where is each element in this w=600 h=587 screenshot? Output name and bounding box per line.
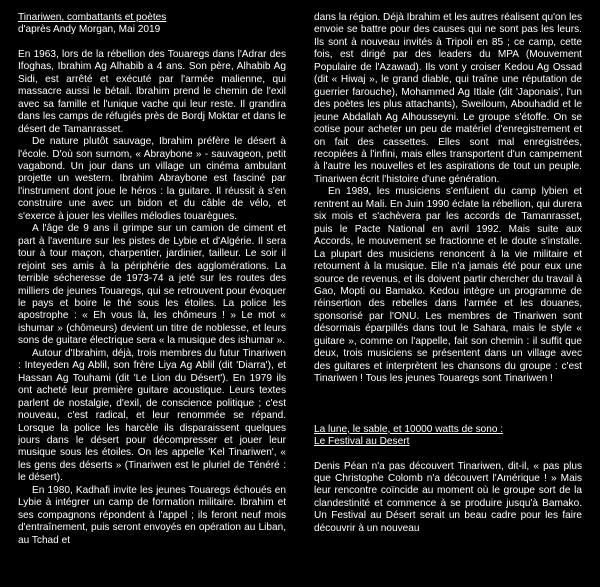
article-byline: d'après Andy Morgan, Mai 2019 xyxy=(18,24,161,36)
section-subtitle: Le Festival au Desert xyxy=(314,436,410,448)
paragraph: En 1980, Kadhafi invite les jeunes Touaregs échoués en Lybie à intégrer un camp de formation militaire. Ibrahim et ses compagnons répondent à l'appel ; ils feront neuf mois d'entraînement, puis seront envoyés en opération au Liban, au Tchad et xyxy=(18,484,286,546)
paragraph: En 1963, lors de la rébellion des Touaregs dans l'Adrar des Ifoghas, Ibrahim Ag Alhabib a 4 ans. Son père, Alhabib Ag Sidi, est arrêté et exécuté par l'armée malienne, qui massacre aussi le bétail. Ibrahim prend le chemin de l'exil avec sa famille et l'unique vache qui leur reste. Il grandira dans les camps de réfugiés près de Bordj Moktar et dans le désert de Tamanrasset. xyxy=(18,48,286,135)
section-title: La lune, le sable, et 10000 watts de sono : xyxy=(314,423,504,435)
left-column xyxy=(18,12,286,587)
paragraph: A l'âge de 9 ans il grimpe sur un camion de ciment et part à l'aventure sur les pistes de Lybie et d'Algérie. Il sera tour à tour maçon, charpentier, jardinier, tailleur. Le soir il rejoint ses amis à la périphérie des agglomérations. La terrible sécheresse de 1973-74 a jeté sur les routes des milliers de jeunes Touaregs, qui se retrouvent pour évoquer le pays et boire le thé sous les étoiles. La police les apostrophe : « Eh vous là, les chômeurs ! » Le mot « ishumar » (chômeurs) devient un titre de noblesse, et leurs sons de guitare électrique sera « la musique des ishumar ». xyxy=(18,223,286,347)
right-column xyxy=(314,12,582,587)
paragraph: Denis Péan n'a pas découvert Tinariwen, dit-il, « pas plus que Christophe Colomb n'a découvert l'Amérique ! » Mais leur rencontre coïncide au moment où le groupe sort de la clandestinité et commence à se produire jusqu'à Bamako. Un Festival au Désert serait un beau cadre pour les faire découvrir à un nouveau xyxy=(314,460,582,534)
paragraph: En 1989, les musiciens s'enfuient du camp lybien et rentrent au Mali. En Juin 1990 éclate la rébellion, qui durera six mois et s'achèvera par les accords de Tamanrasset, puis le Pacte National en avril 1992. Mais suite aux Accords, le mouvement se fractionne et le doute s'installe. La plupart des musiciens renoncent à la vie militaire et retournent à la musique. Elle n'a jamais été pour eux une source de revenus, et ils doivent partir chercher du travail à Gao, Mopti ou Bamako. Kedou intègre un programme de réinsertion des rebelles dans l'armée et les douanes, sponsorisé par l'ONU. Les membres de Tinariwen sont désormais éparpillés dans tout le Sahara, mais le style « guitare », comme on l'appelle, fait son chemin : il suffit que deux, trois musiciens se présentent dans un village avec des guitares et interprètent les chansons du groupe : c'est Tinariwen ! Tous les jeunes Touaregs sont Tinariwen ! xyxy=(314,186,582,385)
paragraph: dans la région. Déjà Ibrahim et les autres réalisent qu'on les envoie se battre pour des causes qui ne sont pas les leurs. Ils sont à nouveau invités à Tripoli en 85 ; ce camp, cette fois, est dirigé par des leaders du MPA (Mouvement Populaire de l'Azawad). Ils vont y croiser Kedou Ag Ossad (dit « Hiwaj », le grand diable, qui traîne une réputation de guerrier farouche), Mohammed Ag Itlale (dit 'Japonais', l'un des poètes les plus attachants), Sweiloum, Abouhadid et le jeune Abdallah Ag Alhousseyni. Le groupe s'étoffe. On se cotise pour acheter un peu de matériel d'enregistrement et on fait des cassettes. Elles sont mal enregistrées, recopiées à l'infini, mais elles transportent d'un campement à l'autre les nouvelles et les aspirations de tout un peuple. Tinariwen écrit l'histoire d'une génération. xyxy=(314,12,582,185)
article-title: Tinariwen, combattants et poètes xyxy=(18,12,167,23)
paragraph: De nature plutôt sauvage, Ibrahim préfère le désert à l'école. D'où son surnom, « Abraybone » - sauvageon, petit vagabond. Un jour dans un village un cinéma ambulant projette un western. Ibrahim Abraybone est fasciné par l'instrument dont joue le héros : la guitare. Il réussit à s'en construire une avec un bidon et du câble de vélo, et s'exerce à jouer les vieilles mélodies touarègues. xyxy=(18,136,286,222)
paragraph: Autour d'Ibrahim, déjà, trois membres du futur Tinariwen : Inteyeden Ag Ablil, son frère Liya Ag Ablil (dit 'Diarra'), et Hassan Ag Touhami (dit 'Le Lion du Désert'). En 1979 ils ont acheté leur première guitare acoustique. Leurs textes parlent de nostalgie, d'exil, de conscience politique ; c'est nouveau, c'est radical, et leur renommée se répand. Lorsque la police les harcèle ils disparaissent quelques jours dans le désert pour décompresser et jouer leur musique sous les étoiles. On les appelle 'Kel Tinariwen', « les gens des déserts » (Tinariwen est le pluriel de Ténéré : le désert). xyxy=(18,347,286,484)
